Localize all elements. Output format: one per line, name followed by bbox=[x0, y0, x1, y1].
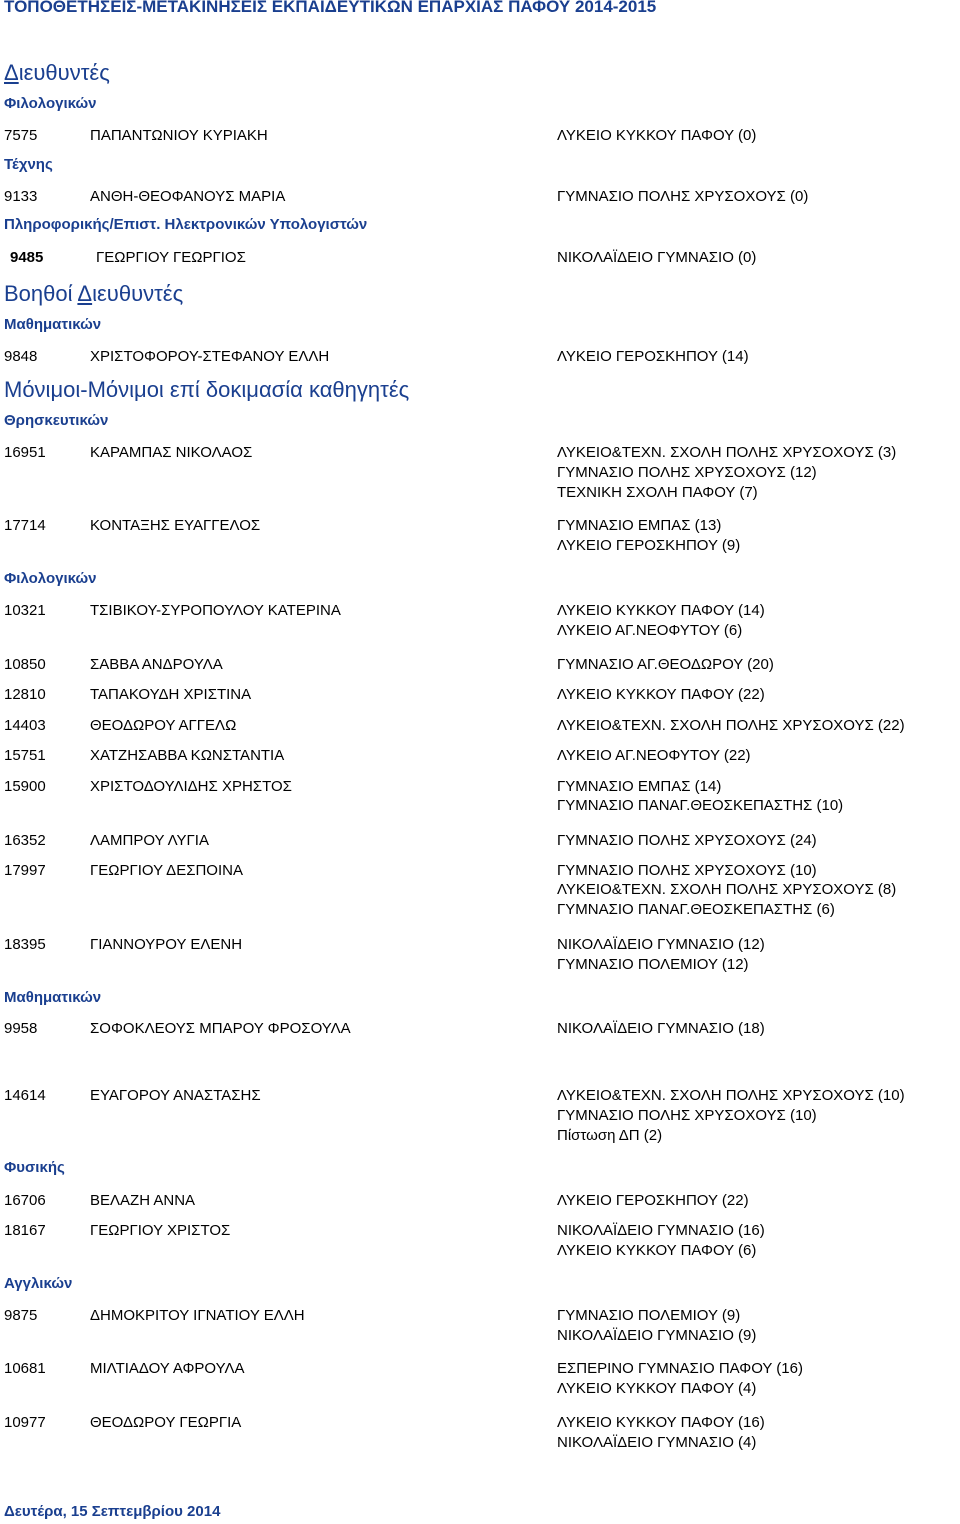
row-name: ΘΕΟΔΩΡΟΥ ΑΓΓΕΛΩ bbox=[90, 717, 237, 734]
row-school: ΝΙΚΟΛΑΪΔΕΙΟ ΓΥΜΝΑΣΙΟ (18) bbox=[557, 1020, 765, 1037]
row-school: ΛΥΚΕΙΟ ΓΕΡΟΣΚΗΠΟΥ (22) bbox=[557, 1192, 749, 1209]
row-id: 18167 bbox=[4, 1222, 46, 1239]
row-school: ΓΥΜΝΑΣΙΟ ΠΟΛΕΜΙΟΥ (9) bbox=[557, 1307, 741, 1324]
row-id: 9485 bbox=[10, 249, 44, 266]
row-id: 15900 bbox=[4, 778, 46, 795]
row-name: ΤΑΠΑΚΟΥΔΗ ΧΡΙΣΤΙΝΑ bbox=[90, 686, 252, 703]
row-name: ΜΙΛΤΙΑΔΟΥ ΑΦΡΟΥΛΑ bbox=[90, 1360, 245, 1377]
row-id: 10681 bbox=[4, 1360, 46, 1377]
row-school: ΛΥΚΕΙΟ&ΤΕΧΝ. ΣΧΟΛΗ ΠΟΛΗΣ ΧΡΥΣΟΧΟΥΣ (3) bbox=[557, 444, 897, 461]
row-name: ΕΥΑΓΟΡΟΥ ΑΝΑΣΤΑΣΗΣ bbox=[90, 1087, 261, 1104]
row-id: 9848 bbox=[4, 348, 38, 365]
row-school: ΓΥΜΝΑΣΙΟ ΠΟΛΗΣ ΧΡΥΣΟΧΟΥΣ (10) bbox=[557, 1107, 817, 1124]
row-school: ΓΥΜΝΑΣΙΟ ΕΜΠΑΣ (14) bbox=[557, 778, 722, 795]
row-school: ΛΥΚΕΙΟ ΚΥΚΚΟΥ ΠΑΦΟΥ (14) bbox=[557, 602, 765, 619]
row-name: ΣΟΦΟΚΛΕΟΥΣ ΜΠΑΡΟΥ ΦΡΟΣΟΥΛΑ bbox=[90, 1020, 351, 1037]
row-school: ΛΥΚΕΙΟ ΚΥΚΚΟΥ ΠΑΦΟΥ (22) bbox=[557, 686, 765, 703]
row-id: 16951 bbox=[4, 444, 46, 461]
row-name: ΧΑΤΖΗΣΑΒΒΑ ΚΩΝΣΤΑΝΤΙΑ bbox=[90, 747, 285, 764]
row-school: ΛΥΚΕΙΟ&ΤΕΧΝ. ΣΧΟΛΗ ΠΟΛΗΣ ΧΡΥΣΟΧΟΥΣ (10) bbox=[557, 1087, 905, 1104]
document-title: ΤΟΠΟΘΕΤΗΣΕΙΣ-ΜΕΤΑΚΙΝΗΣΕΙΣ ΕΚΠΑΙΔΕΥΤΙΚΩΝ ΕΠΑΡΧΙΑΣ ΠΑΦΟΥ 2014-2015 bbox=[4, 0, 657, 16]
row-school: ΛΥΚΕΙΟ ΓΕΡΟΣΚΗΠΟΥ (14) bbox=[557, 348, 749, 365]
row-name: ΠΑΠΑΝΤΩΝΙΟΥ ΚΥΡΙΑΚΗ bbox=[90, 127, 268, 144]
row-school: ΛΥΚΕΙΟ&ΤΕΧΝ. ΣΧΟΛΗ ΠΟΛΗΣ ΧΡΥΣΟΧΟΥΣ (8) bbox=[557, 881, 897, 898]
row-name: ΚΟΝΤΑΞΗΣ ΕΥΑΓΓΕΛΟΣ bbox=[90, 517, 261, 534]
row-school: ΓΥΜΝΑΣΙΟ ΑΓ.ΘΕΟΔΩΡΟΥ (20) bbox=[557, 656, 774, 673]
row-school: ΛΥΚΕΙΟ ΚΥΚΚΟΥ ΠΑΦΟΥ (4) bbox=[557, 1380, 757, 1397]
subject-heading: Φιλολογικών bbox=[4, 570, 97, 587]
row-name: ΒΕΛΑΖΗ ΑΝΝΑ bbox=[90, 1192, 196, 1209]
row-school: ΓΥΜΝΑΣΙΟ ΠΟΛΗΣ ΧΡΥΣΟΧΟΥΣ (12) bbox=[557, 464, 817, 481]
row-name: ΓΙΑΝΝΟΥΡΟΥ ΕΛΕΝΗ bbox=[90, 936, 243, 953]
row-school: ΓΥΜΝΑΣΙΟ ΕΜΠΑΣ (13) bbox=[557, 517, 722, 534]
subject-heading: Μαθηματικών bbox=[4, 316, 102, 333]
row-id: 10977 bbox=[4, 1414, 46, 1431]
row-school: ΛΥΚΕΙΟ ΑΓ.ΝΕΟΦΥΤΟΥ (6) bbox=[557, 622, 743, 639]
row-id: 17714 bbox=[4, 517, 46, 534]
row-id: 16352 bbox=[4, 832, 46, 849]
row-id: 17997 bbox=[4, 862, 46, 879]
row-school: ΓΥΜΝΑΣΙΟ ΠΟΛΗΣ ΧΡΥΣΟΧΟΥΣ (24) bbox=[557, 832, 817, 849]
row-school: ΝΙΚΟΛΑΪΔΕΙΟ ΓΥΜΝΑΣΙΟ (9) bbox=[557, 1327, 757, 1344]
row-name: ΓΕΩΡΓΙΟΥ ΓΕΩΡΓΙΟΣ bbox=[96, 249, 246, 266]
row-id: 14403 bbox=[4, 717, 46, 734]
row-school: ΕΣΠΕΡΙΝΟ ΓΥΜΝΑΣΙΟ ΠΑΦΟΥ (16) bbox=[557, 1360, 803, 1377]
row-school: ΝΙΚΟΛΑΪΔΕΙΟ ΓΥΜΝΑΣΙΟ (12) bbox=[557, 936, 765, 953]
subject-heading: Τέχνης bbox=[4, 156, 53, 173]
row-id: 10321 bbox=[4, 602, 46, 619]
row-id: 15751 bbox=[4, 747, 46, 764]
row-school: ΓΥΜΝΑΣΙΟ ΠΟΛΕΜΙΟΥ (12) bbox=[557, 956, 749, 973]
row-id: 12810 bbox=[4, 686, 46, 703]
row-school: ΓΥΜΝΑΣΙΟ ΠΑΝΑΓ.ΘΕΟΣΚΕΠΑΣΤΗΣ (6) bbox=[557, 901, 835, 918]
row-name: ΧΡΙΣΤΟΦΟΡΟΥ-ΣΤΕΦΑΝΟΥ ΕΛΛΗ bbox=[90, 348, 330, 365]
row-name: ΣΑΒΒΑ ΑΝΔΡΟΥΛΑ bbox=[90, 656, 223, 673]
row-id: 18395 bbox=[4, 936, 46, 953]
subject-heading: Φιλολογικών bbox=[4, 95, 97, 112]
row-name: ΚΑΡΑΜΠΑΣ ΝΙΚΟΛΑΟΣ bbox=[90, 444, 253, 461]
row-name: ΓΕΩΡΓΙΟΥ ΔΕΣΠΟΙΝΑ bbox=[90, 862, 243, 879]
row-name: ΔΗΜΟΚΡΙΤΟΥ ΙΓΝΑΤΙΟΥ ΕΛΛΗ bbox=[90, 1307, 305, 1324]
row-id: 16706 bbox=[4, 1192, 46, 1209]
row-school: ΤΕΧΝΙΚΗ ΣΧΟΛΗ ΠΑΦΟΥ (7) bbox=[557, 484, 758, 501]
row-school: ΛΥΚΕΙΟ ΚΥΚΚΟΥ ΠΑΦΟΥ (16) bbox=[557, 1414, 765, 1431]
subject-heading: Φυσικής bbox=[4, 1159, 65, 1176]
section-heading-directors: Διευθυντές bbox=[4, 60, 110, 85]
row-school: ΓΥΜΝΑΣΙΟ ΠΟΛΗΣ ΧΡΥΣΟΧΟΥΣ (10) bbox=[557, 862, 817, 879]
row-id: 7575 bbox=[4, 127, 38, 144]
row-name: ΓΕΩΡΓΙΟΥ ΧΡΙΣΤΟΣ bbox=[90, 1222, 231, 1239]
row-school: ΛΥΚΕΙΟ ΚΥΚΚΟΥ ΠΑΦΟΥ (0) bbox=[557, 127, 757, 144]
row-school: ΛΥΚΕΙΟ ΚΥΚΚΟΥ ΠΑΦΟΥ (6) bbox=[557, 1242, 757, 1259]
row-school: ΝΙΚΟΛΑΪΔΕΙΟ ΓΥΜΝΑΣΙΟ (4) bbox=[557, 1434, 757, 1451]
row-school: Πίστωση ΔΠ (2) bbox=[557, 1127, 663, 1144]
row-school: ΛΥΚΕΙΟ ΓΕΡΟΣΚΗΠΟΥ (9) bbox=[557, 537, 741, 554]
row-id: 9133 bbox=[4, 188, 38, 205]
row-school: ΓΥΜΝΑΣΙΟ ΠΟΛΗΣ ΧΡΥΣΟΧΟΥΣ (0) bbox=[557, 188, 809, 205]
subject-heading: Αγγλικών bbox=[4, 1275, 73, 1292]
row-school: ΛΥΚΕΙΟ ΑΓ.ΝΕΟΦΥΤΟΥ (22) bbox=[557, 747, 751, 764]
footer-date: Δευτέρα, 15 Σεπτεμβρίου 2014 bbox=[4, 1503, 221, 1520]
row-name: ΧΡΙΣΤΟΔΟΥΛΙΔΗΣ ΧΡΗΣΤΟΣ bbox=[90, 778, 292, 795]
row-id: 14614 bbox=[4, 1087, 46, 1104]
row-school: ΛΥΚΕΙΟ&ΤΕΧΝ. ΣΧΟΛΗ ΠΟΛΗΣ ΧΡΥΣΟΧΟΥΣ (22) bbox=[557, 717, 905, 734]
row-name: ΘΕΟΔΩΡΟΥ ΓΕΩΡΓΙΑ bbox=[90, 1414, 242, 1431]
row-id: 9875 bbox=[4, 1307, 38, 1324]
row-school: ΝΙΚΟΛΑΪΔΕΙΟ ΓΥΜΝΑΣΙΟ (16) bbox=[557, 1222, 765, 1239]
row-name: ΛΑΜΠΡΟΥ ΛΥΓΙΑ bbox=[90, 832, 209, 849]
row-id: 10850 bbox=[4, 656, 46, 673]
subject-heading: Μαθηματικών bbox=[4, 989, 102, 1006]
subject-heading: Θρησκευτικών bbox=[4, 412, 109, 429]
row-school: ΓΥΜΝΑΣΙΟ ΠΑΝΑΓ.ΘΕΟΣΚΕΠΑΣΤΗΣ (10) bbox=[557, 797, 844, 814]
row-name: ΑΝΘΗ-ΘΕΟΦΑΝΟΥΣ ΜΑΡΙΑ bbox=[90, 188, 286, 205]
row-id: 9958 bbox=[4, 1020, 38, 1037]
row-school: ΝΙΚΟΛΑΪΔΕΙΟ ΓΥΜΝΑΣΙΟ (0) bbox=[557, 249, 757, 266]
subject-heading: Πληροφορικής/Επιστ. Ηλεκτρονικών Υπολογιστών bbox=[4, 216, 368, 233]
section-heading-assistant-directors: Βοηθοί Διευθυντές bbox=[4, 281, 184, 306]
section-heading-teachers: Μόνιμοι-Μόνιμοι επί δοκιμασία καθηγητές bbox=[4, 377, 410, 402]
row-name: ΤΣΙΒΙΚΟΥ-ΣΥΡΟΠΟΥΛΟΥ ΚΑΤΕΡΙΝΑ bbox=[90, 602, 341, 619]
